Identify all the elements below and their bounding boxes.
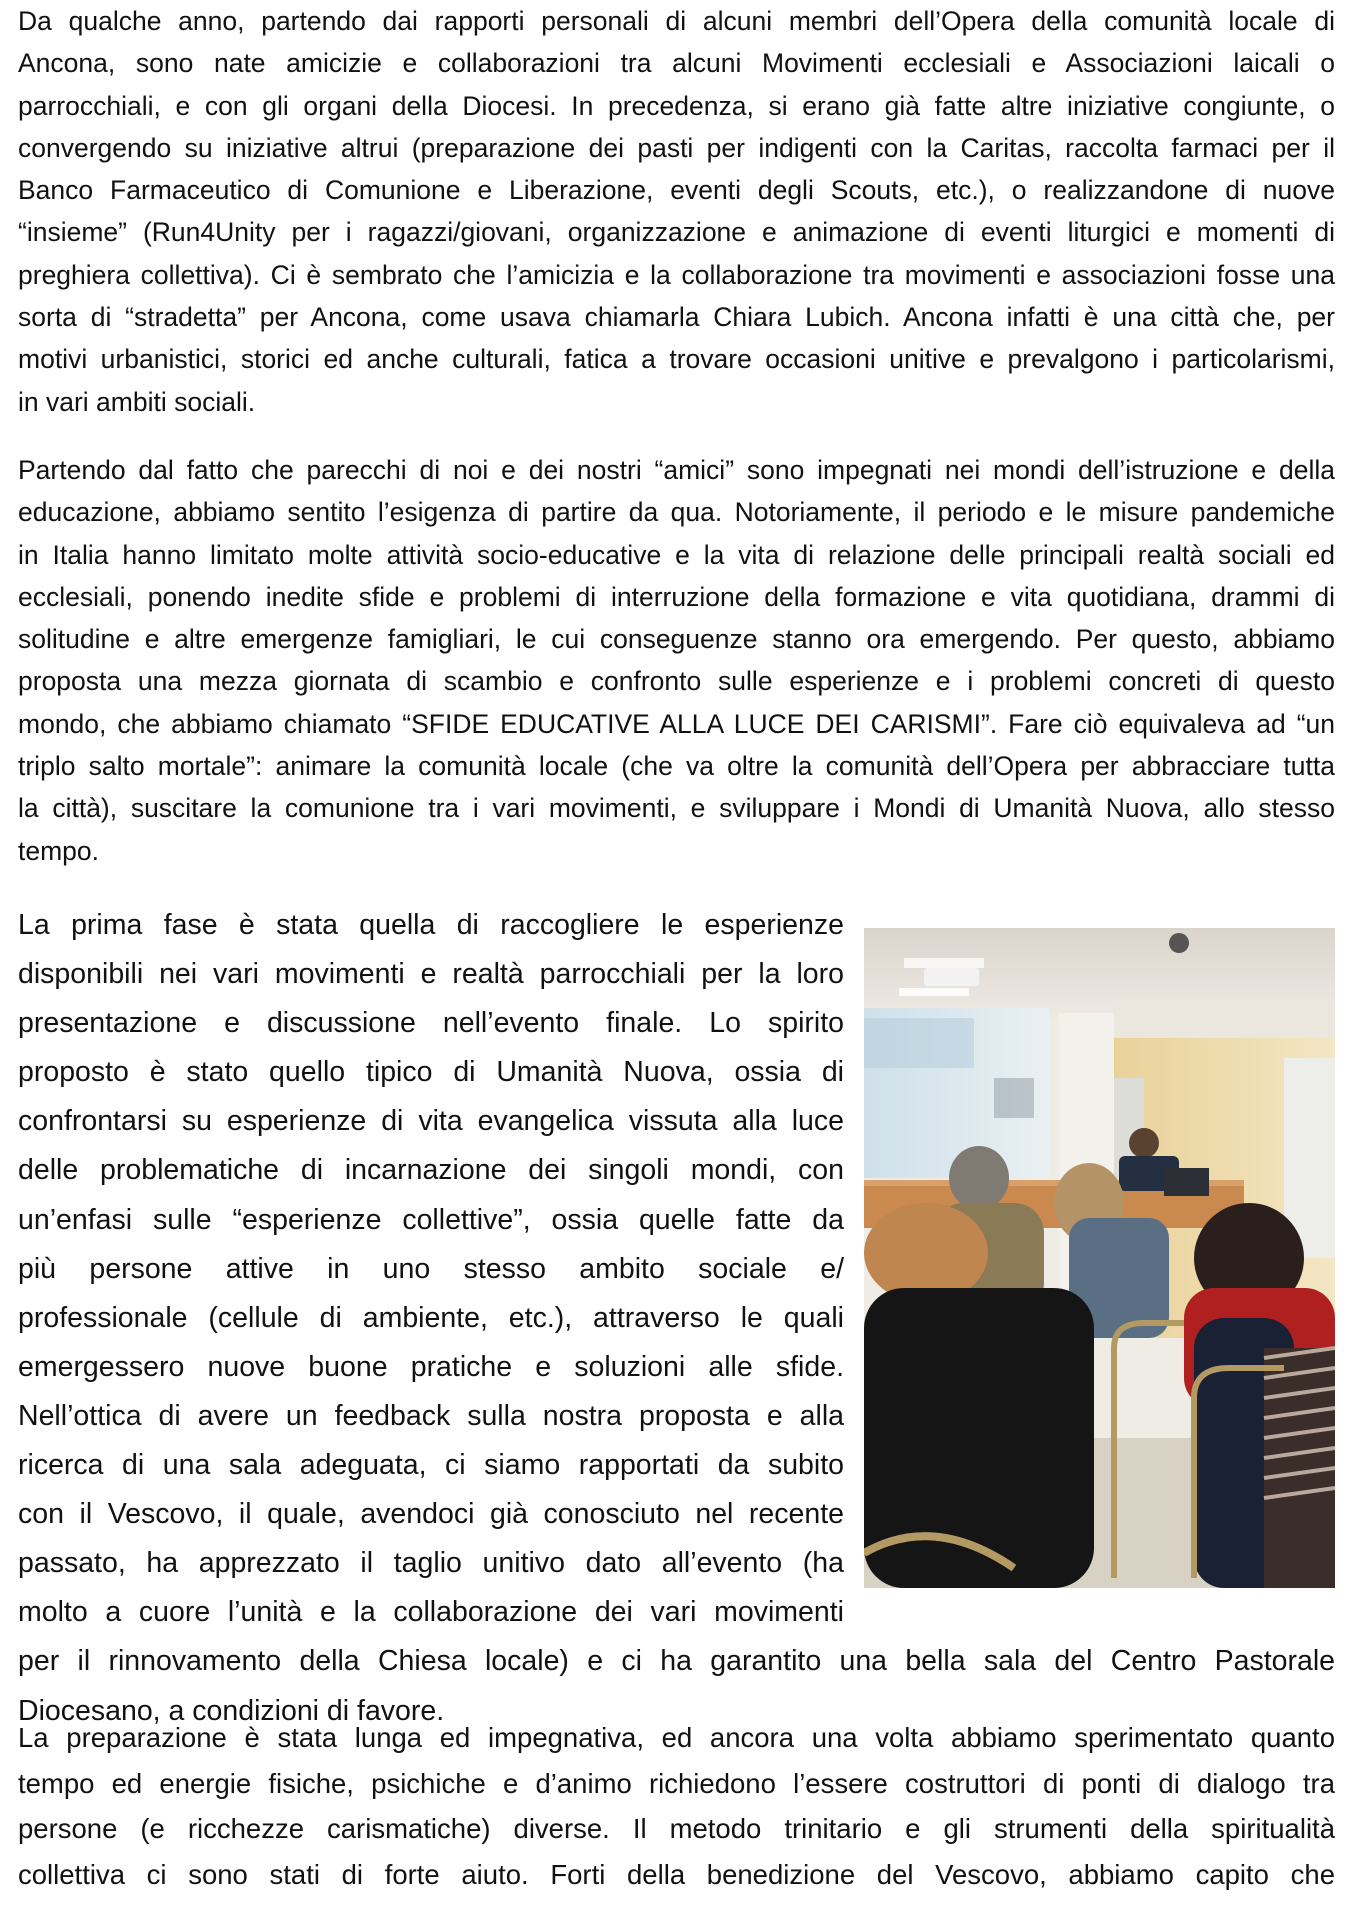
- text-line: persone (e ricchezze carismatiche) diverse. Il metodo trinitario e gli strumenti della spiritualità: [18, 1813, 1335, 1845]
- text-line: emergessero nuove buone pratiche e soluzioni alle sfide.: [18, 1350, 844, 1383]
- text-line: triplo salto mortale”: animare la comunità locale (che va oltre la comunità dell’Opera per abbracciare tutta: [18, 751, 1335, 782]
- paragraph-preparation: [18, 1715, 1335, 1898]
- text-line: tempo ed energie fisiche, psichiche e d’animo richiedono l’essere costruttori di ponti di dialogo tra: [18, 1767, 1335, 1799]
- text-line: Banco Farmaceutico di Comunione e Liberazione, eventi degli Scouts, etc.), o realizzandone di nuove: [18, 175, 1335, 206]
- paragraph-educational-challenges: [18, 449, 1335, 872]
- text-line: educazione, abbiamo sentito l’esigenza di partire da qua. Notoriamente, il periodo e le misure pandemiche: [18, 497, 1335, 528]
- text-line: mondo, che abbiamo chiamato “SFIDE EDUCATIVE ALLA LUCE DEI CARISMI”. Fare ciò equivaleva ad “un: [18, 708, 1335, 739]
- text-line: un’enfasi sulle “esperienze collettive”, ossia quelle fatte da: [18, 1203, 844, 1236]
- text-line: Partendo dal fatto che parecchi di noi e dei nostri “amici” sono impegnati nei mondi dell’istruzione e della: [18, 455, 1335, 485]
- event-photo-audience-presentation-icon: [864, 928, 1335, 1588]
- text-line: Diocesano, a condizioni di favore.: [18, 1694, 445, 1727]
- paragraph-intro: [18, 0, 1335, 423]
- text-line: delle problematiche di incarnazione dei singoli mondi, con: [18, 1154, 844, 1187]
- text-line: preghiera collettiva). Ci è sembrato che l’amicizia e la collaborazione tra movimenti e associazioni fosse una: [18, 259, 1335, 290]
- text-line: solitudine e altre emergenze famigliari, le cui conseguenze stanno ora emergendo. Per questo, abbiamo: [18, 624, 1335, 655]
- text-line: confrontarsi su esperienze di vita evangelica vissuta alla luce: [18, 1105, 844, 1138]
- text-line: La prima fase è stata quella di raccogliere le esperienze: [18, 909, 844, 941]
- text-line: sorta di “stradetta” per Ancona, come usava chiamarla Chiara Lubich. Ancona infatti è una città che, per: [18, 302, 1335, 333]
- text-line: presentazione e discussione nell’evento finale. Lo spirito: [18, 1007, 844, 1040]
- text-line: in Italia hanno limitato molte attività socio-educative e la vita di relazione delle principali realtà sociali ed: [18, 539, 1335, 570]
- text-line: ricerca di una sala adeguata, ci siamo rapportati da subito: [18, 1449, 844, 1482]
- text-line: Nell’ottica di avere un feedback sulla nostra proposta e alla: [18, 1399, 844, 1432]
- text-line: passato, ha apprezzato il taglio unitivo dato all’evento (ha: [18, 1547, 844, 1580]
- text-line: più persone attive in uno stesso ambito sociale e/: [18, 1252, 844, 1285]
- text-line: motivi urbanistici, storici ed anche culturali, fatica a trovare occasioni unitive e prevalgono i particolarismi,: [18, 344, 1335, 375]
- text-line: molto a cuore l’unità e la collaborazione dei vari movimenti: [18, 1596, 844, 1629]
- text-line: con il Vescovo, il quale, avendoci già conosciuto nel recente: [18, 1498, 844, 1531]
- text-line: parrocchiali, e con gli organi della Diocesi. In precedenza, si erano già fatte altre iniziative congiunte, o: [18, 90, 1335, 121]
- text-line: collettiva ci sono stati di forte aiuto. Forti della benedizione del Vescovo, abbiamo capito che: [18, 1859, 1335, 1891]
- text-line: tempo.: [18, 835, 100, 866]
- text-line: professionale (cellule di ambiente, etc.), attraverso le quali: [18, 1301, 844, 1334]
- text-line: per il rinnovamento della Chiesa locale) e ci ha garantito una bella sala del Centro Pastorale: [18, 1645, 1335, 1678]
- text-line: disponibili nei vari movimenti e realtà parrocchiali per la loro: [18, 958, 844, 991]
- text-line: ecclesiali, ponendo inedite sfide e problemi di interruzione della formazione e vita quotidiana, drammi di: [18, 581, 1335, 612]
- text-line: La preparazione è stata lunga ed impegnativa, ed ancora una volta abbiamo sperimentato quanto: [18, 1722, 1335, 1753]
- text-line: proposta una mezza giornata di scambio e confronto sulle esperienze e i problemi concreti di questo: [18, 666, 1335, 697]
- text-line: “insieme” (Run4Unity per i ragazzi/giovani, organizzazione e animazione di eventi liturgici e momenti di: [18, 217, 1335, 248]
- text-line: la città), suscitare la comunione tra i vari movimenti, e sviluppare i Mondi di Umanità Nuova, allo stesso: [18, 793, 1335, 824]
- text-line: Da qualche anno, partendo dai rapporti personali di alcuni membri dell’Opera della comunità locale di: [18, 6, 1335, 36]
- text-line: proposto è stato quello tipico di Umanità Nuova, ossia di: [18, 1056, 844, 1089]
- text-line: in vari ambiti sociali.: [18, 386, 256, 417]
- text-line: convergendo su iniziative altrui (preparazione dei pasti per indigenti con la Caritas, raccolta farmaci per il: [18, 132, 1335, 163]
- text-line: Ancona, sono nate amicizie e collaborazioni tra alcuni Movimenti ecclesiali e Associazioni laicali o: [18, 48, 1335, 79]
- event-photo: [864, 928, 1335, 1588]
